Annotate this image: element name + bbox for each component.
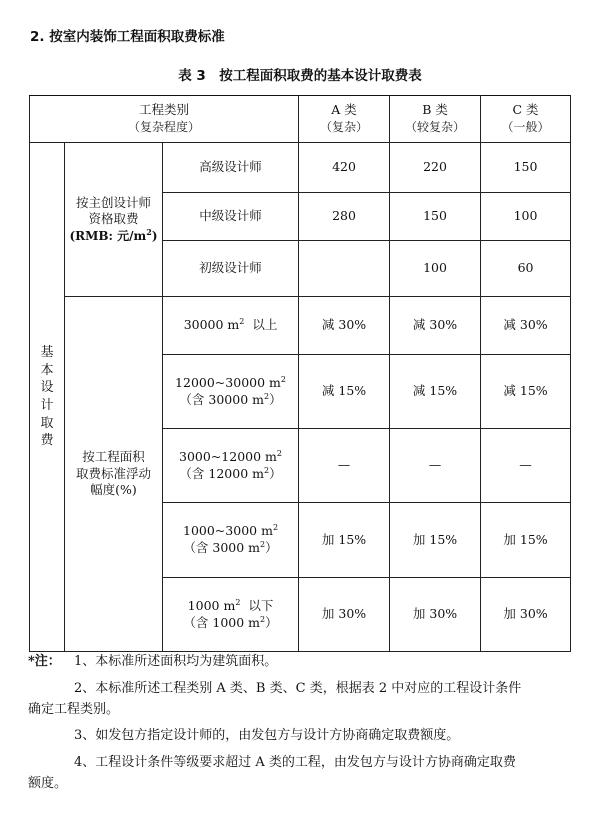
note-3: 3、如发包方指定设计师的，由发包方与设计方协商确定取费额度。 bbox=[74, 728, 460, 744]
header-c-sub: （一般） bbox=[501, 120, 550, 135]
basic-fee-label: 基 本 设 计 取 费 bbox=[30, 143, 65, 652]
note-1: *注： 1、本标准所述面积均为建筑面积。 bbox=[28, 652, 573, 673]
value-cell: 加 15% bbox=[390, 503, 481, 578]
value-cell: 减 15% bbox=[481, 355, 571, 429]
designer-level: 中级设计师 bbox=[163, 193, 299, 241]
area-range: 3000~12000 $m^2$ （含 12000 $m^2$） bbox=[163, 429, 299, 503]
header-category-cell bbox=[30, 96, 299, 143]
value-cell: 减 30% bbox=[481, 297, 571, 355]
header-row bbox=[30, 96, 571, 143]
header-b-sub: （较复杂） bbox=[405, 120, 466, 135]
header-c-label: C 类 bbox=[512, 102, 539, 118]
value-cell: — bbox=[299, 429, 390, 503]
value-cell: 加 15% bbox=[481, 503, 571, 578]
header-a-sub: （复杂） bbox=[320, 120, 369, 135]
value-cell: 减 15% bbox=[390, 355, 481, 429]
value-cell: 加 30% bbox=[299, 578, 390, 652]
value-cell: 100 bbox=[481, 193, 571, 241]
area-range: 1000~3000 $m^2$ （含 3000 $m^2$） bbox=[163, 503, 299, 578]
value-cell: 减 30% bbox=[299, 297, 390, 355]
value-cell: — bbox=[481, 429, 571, 503]
designer-level: 初级设计师 bbox=[163, 241, 299, 297]
area-range: 12000~30000 $m^2$ （含 30000 $m^2$） bbox=[163, 355, 299, 429]
value-cell bbox=[299, 241, 390, 297]
header-a-cell bbox=[299, 96, 390, 143]
note-2: 2、本标准所述工程类别 A 类、B 类、C 类，根据表 2 中对应的工程设计条件 确定工程类别。 bbox=[28, 680, 522, 717]
designer-level: 高级设计师 bbox=[163, 143, 299, 193]
notes-label: *注： bbox=[28, 654, 61, 669]
value-cell: 减 15% bbox=[299, 355, 390, 429]
unit-label: (RMB: 元$/m^2$) bbox=[69, 227, 158, 244]
fee-table bbox=[29, 95, 571, 652]
value-cell: 减 30% bbox=[390, 297, 481, 355]
note-4: 4、工程设计条件等级要求超过 A 类的工程，由发包方与设计方协商确定取费 额度。 bbox=[28, 755, 516, 791]
designer-group-label: 按主创设计师 资格取费 (RMB: 元$/m^2$) bbox=[65, 143, 163, 297]
header-complexity: （复杂程度） bbox=[128, 120, 201, 135]
value-cell: 220 bbox=[390, 143, 481, 193]
value-cell: 60 bbox=[481, 241, 571, 297]
value-cell: 280 bbox=[299, 193, 390, 241]
header-b-label: B 类 bbox=[422, 102, 448, 118]
value-cell: — bbox=[390, 429, 481, 503]
table-row bbox=[30, 143, 571, 193]
area-group-label: 按工程面积 取费标准浮动 幅度(%) bbox=[65, 297, 163, 652]
area-range: 30000 $m^2$ 以上 bbox=[163, 297, 299, 355]
header-c-cell bbox=[481, 96, 571, 143]
value-cell: 加 30% bbox=[390, 578, 481, 652]
value-cell: 加 15% bbox=[299, 503, 390, 578]
table-title: 表 3 按工程面积取费的基本设计取费表 bbox=[178, 68, 422, 84]
header-category: 工程类别 bbox=[139, 102, 190, 118]
value-cell: 加 30% bbox=[481, 578, 571, 652]
table-row bbox=[30, 297, 571, 355]
section-heading: 2. 按室内装饰工程面积取费标准 bbox=[30, 29, 225, 45]
value-cell: 150 bbox=[481, 143, 571, 193]
value-cell: 420 bbox=[299, 143, 390, 193]
area-range: 1000 $m^2$ 以下 （含 1000 $m^2$） bbox=[163, 578, 299, 652]
value-cell: 100 bbox=[390, 241, 481, 297]
header-b-cell bbox=[390, 96, 481, 143]
value-cell: 150 bbox=[390, 193, 481, 241]
notes bbox=[28, 652, 573, 801]
header-a-label: A 类 bbox=[331, 102, 357, 118]
